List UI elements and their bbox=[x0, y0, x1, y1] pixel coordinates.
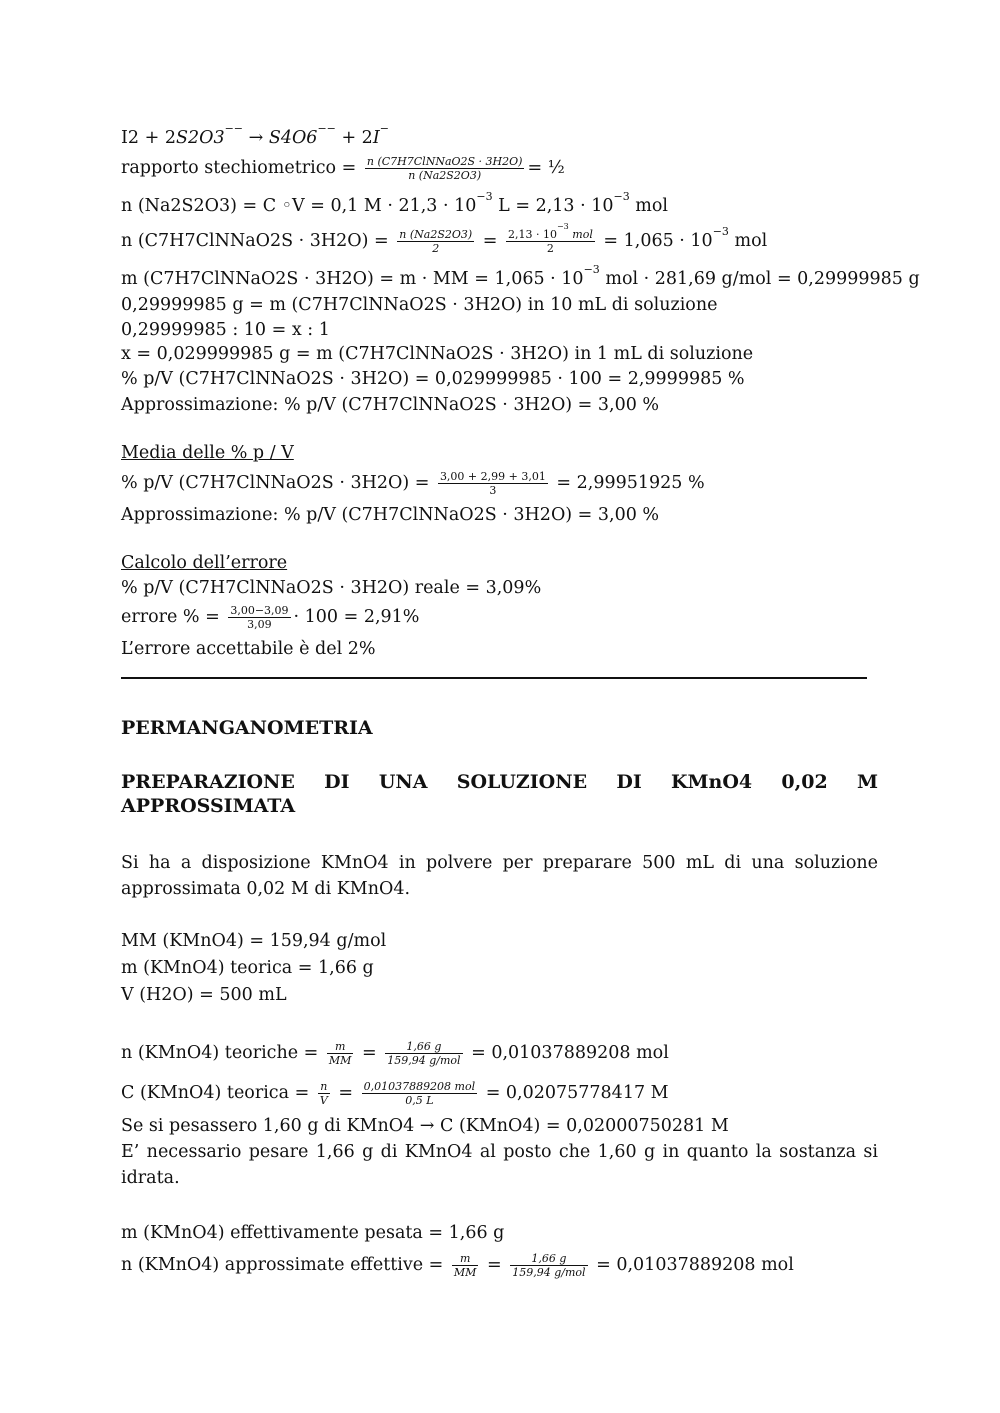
word: SOLUZIONE bbox=[456, 771, 588, 793]
moles-effective-line bbox=[121, 1252, 794, 1279]
text: = ½ bbox=[527, 158, 565, 178]
numerator: n bbox=[318, 1080, 330, 1094]
denominator: 3,09 bbox=[247, 618, 272, 631]
horizontal-rule bbox=[121, 677, 867, 679]
text-line: Approssimazione: % p/V (C7H7ClNNaO2S · 3H2O) = 3,00 % bbox=[121, 505, 660, 525]
concentration-line bbox=[121, 1080, 669, 1107]
text: L = 2,13 · 10 bbox=[492, 196, 614, 216]
text-line: m (KMnO4) teorica = 1,66 g bbox=[121, 958, 374, 978]
superscript: −3 bbox=[712, 225, 729, 239]
numerator: 1,66 g bbox=[510, 1252, 587, 1266]
text: = bbox=[477, 231, 503, 251]
moles-chloramine-line bbox=[121, 222, 768, 255]
numerator: 3,00−3,09 bbox=[230, 604, 289, 617]
fraction bbox=[362, 1080, 478, 1107]
text: mol · 281,69 g/mol = 0,29999985 g bbox=[599, 269, 920, 289]
text-line: L’errore accettabile è del 2% bbox=[121, 639, 376, 659]
text-line: Se si pesassero 1,60 g di KMnO4 → C (KMnO4) = 0,02000750281 M bbox=[121, 1116, 729, 1136]
text: % p/V (C7H7ClNNaO2S · 3H2O) = bbox=[121, 473, 435, 493]
text: = 2,99951925 % bbox=[550, 473, 705, 493]
text: C (KMnO4) teorica = bbox=[121, 1083, 315, 1103]
word: KMnO4 bbox=[671, 771, 753, 793]
text-line: 0,29999985 g = m (C7H7ClNNaO2S · 3H2O) in 10 mL di soluzione bbox=[121, 295, 718, 315]
fraction bbox=[228, 604, 290, 631]
text-line: Approssimazione: % p/V (C7H7ClNNaO2S · 3H2O) = 3,00 % bbox=[121, 395, 660, 415]
text-line: % p/V (C7H7ClNNaO2S · 3H2O) = 0,029999985 · 100 = 2,9999985 % bbox=[121, 369, 745, 389]
denominator: 2 bbox=[432, 242, 440, 255]
title-line-2: APPROSSIMATA bbox=[121, 795, 296, 817]
text: = bbox=[356, 1043, 383, 1063]
word: PREPARAZIONE bbox=[121, 771, 295, 793]
numerator: n (Na2S2O3) bbox=[399, 228, 473, 241]
text-line: 0,29999985 : 10 = x : 1 bbox=[121, 320, 330, 340]
text: mol bbox=[568, 228, 593, 241]
word: DI bbox=[324, 771, 350, 793]
moles-kmno4-line bbox=[121, 1040, 669, 1067]
text: mol bbox=[629, 196, 669, 216]
reaction-line bbox=[121, 122, 389, 149]
superscript: −− bbox=[317, 122, 336, 136]
superscript: −3 bbox=[476, 190, 493, 204]
fraction bbox=[506, 222, 595, 255]
fraction bbox=[438, 470, 548, 497]
text: S4O6 bbox=[268, 128, 318, 148]
text: n (KMnO4) teoriche = bbox=[121, 1043, 324, 1063]
superscript: − bbox=[379, 122, 389, 136]
text: · 100 = 2,91% bbox=[293, 607, 420, 627]
numerator: 1,66 g bbox=[385, 1040, 462, 1054]
text: = bbox=[332, 1083, 359, 1103]
section-title: PERMANGANOMETRIA bbox=[121, 717, 373, 739]
fraction bbox=[397, 228, 474, 255]
word: 0,02 bbox=[781, 771, 828, 793]
arrow: → bbox=[243, 128, 269, 148]
section-subtitle: Media delle % p / V bbox=[121, 443, 294, 463]
numerator: 3,00 + 2,99 + 3,01 bbox=[439, 470, 546, 483]
superscript: −3 bbox=[583, 263, 600, 277]
word: UNA bbox=[378, 771, 428, 793]
text-line: MM (KMnO4) = 159,94 g/mol bbox=[121, 931, 387, 951]
word: M bbox=[856, 771, 878, 793]
denominator: 0,5 L bbox=[405, 1094, 434, 1107]
error-line bbox=[121, 604, 419, 631]
text: 2,13 · 10 bbox=[507, 228, 557, 241]
section-subtitle: Calcolo dell’errore bbox=[121, 553, 288, 573]
denominator: 2 bbox=[546, 242, 554, 255]
denominator: V bbox=[319, 1094, 328, 1107]
paragraph: E’ necessario pesare 1,66 g di KMnO4 al posto che 1,60 g in quanto la sostanza si idrata. bbox=[121, 1142, 878, 1188]
text: = 0,02075778417 M bbox=[480, 1083, 669, 1103]
superscript: −− bbox=[224, 122, 244, 136]
superscript: −3 bbox=[613, 190, 630, 204]
moles-thiosulfate-line bbox=[121, 190, 669, 217]
denominator: 3 bbox=[489, 484, 497, 497]
numerator bbox=[506, 222, 595, 242]
fraction bbox=[385, 1040, 462, 1067]
numerator: m bbox=[327, 1040, 354, 1054]
stoichiometric-ratio-line bbox=[121, 155, 565, 182]
text-line: V (H2O) = 500 mL bbox=[121, 985, 287, 1005]
text: n (KMnO4) approssimate effettive = bbox=[121, 1255, 449, 1275]
text: m (C7H7ClNNaO2S · 3H2O) = m · MM = 1,065 · 10 bbox=[121, 269, 584, 289]
text: = 0,01037889208 mol bbox=[465, 1043, 669, 1063]
text-line: % p/V (C7H7ClNNaO2S · 3H2O) reale = 3,09% bbox=[121, 578, 542, 598]
subsection-title bbox=[121, 771, 878, 817]
fraction bbox=[452, 1252, 479, 1279]
text: = bbox=[481, 1255, 508, 1275]
text: + 2 bbox=[335, 128, 373, 148]
fraction bbox=[327, 1040, 354, 1067]
paragraph: Si ha a disposizione KMnO4 in polvere per preparare 500 mL di una soluzione approssimata 0,02 M di KMnO4. bbox=[121, 853, 878, 899]
fraction bbox=[510, 1252, 587, 1279]
text: n (Na2S2O3) = C ◦V = 0,1 M · 21,3 · 10 bbox=[121, 196, 477, 216]
average-line bbox=[121, 470, 705, 497]
denominator: MM bbox=[453, 1266, 477, 1279]
fraction bbox=[365, 155, 525, 182]
text: I2 + 2 bbox=[121, 128, 176, 148]
text: n (C7H7ClNNaO2S · 3H2O) = bbox=[121, 231, 395, 251]
text: errore % = bbox=[121, 607, 226, 627]
text: = 0,01037889208 mol bbox=[590, 1255, 794, 1275]
text: = 1,065 · 10 bbox=[597, 231, 713, 251]
superscript: −3 bbox=[556, 222, 569, 232]
fraction bbox=[318, 1080, 330, 1107]
numerator: n (C7H7ClNNaO2S · 3H2O) bbox=[366, 155, 523, 168]
denominator: MM bbox=[328, 1054, 352, 1067]
text-line: m (KMnO4) effettivamente pesata = 1,66 g bbox=[121, 1223, 505, 1243]
denominator: 159,94 g/mol bbox=[387, 1054, 461, 1067]
title-line-1 bbox=[121, 771, 878, 793]
numerator: m bbox=[452, 1252, 479, 1266]
denominator: 159,94 g/mol bbox=[512, 1266, 586, 1279]
mass-line bbox=[121, 263, 920, 290]
numerator: 0,01037889208 mol bbox=[363, 1080, 476, 1093]
text: I bbox=[372, 128, 380, 148]
text: mol bbox=[728, 231, 768, 251]
word: DI bbox=[616, 771, 642, 793]
text: rapporto stechiometrico = bbox=[121, 158, 362, 178]
text-line: x = 0,029999985 g = m (C7H7ClNNaO2S · 3H2O) in 1 mL di soluzione bbox=[121, 344, 754, 364]
denominator: n (Na2S2O3) bbox=[408, 169, 482, 182]
text: S2O3 bbox=[175, 128, 225, 148]
